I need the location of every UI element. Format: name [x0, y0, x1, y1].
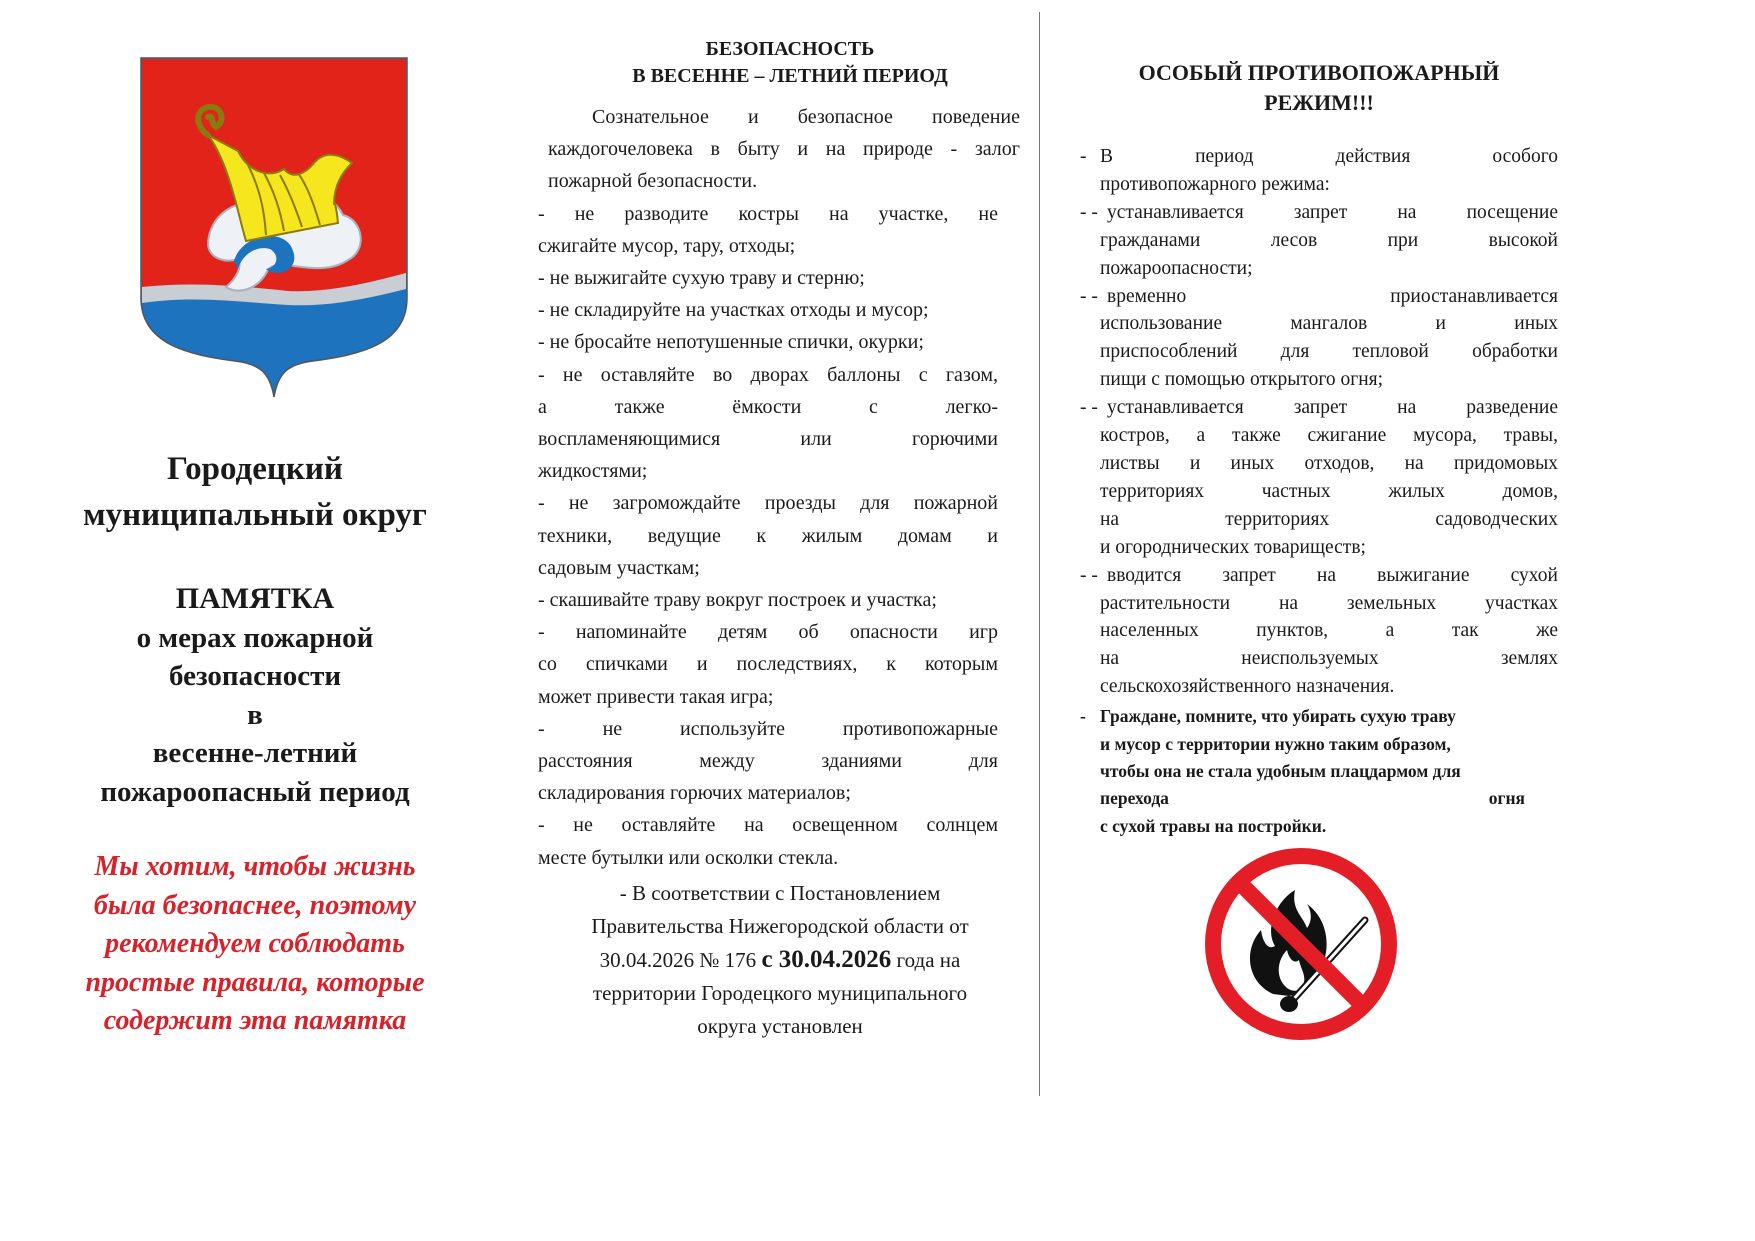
regime-item-dash: - -	[1080, 201, 1098, 223]
regime-item-4-line-6: и огороднических товариществ;	[1100, 536, 1366, 558]
citizen-note-line-4: перехода огня	[1100, 788, 1525, 809]
slogan-line-2: была безопаснее, поэтому	[93, 889, 417, 921]
regime-item-4	[1080, 394, 1558, 561]
regime-item-dash: - -	[1080, 397, 1098, 419]
memo-title: ПАМЯТКА	[175, 582, 335, 615]
regime-item-1-line-2: противопожарного режима:	[1100, 173, 1330, 195]
citizen-note-line-5: с сухой травы на постройки.	[1100, 815, 1327, 836]
decree-number: 30.04.2026 № 176	[599, 947, 762, 972]
regime-item-2-line-2: гражданами лесов при высокой	[1100, 229, 1558, 251]
regime-item-3-line-4: пищи с помощью открытого огня;	[1100, 369, 1384, 391]
memo-line-4: весенне-летний	[152, 737, 358, 769]
middle-panel	[538, 36, 1022, 1043]
citizen-note-line-2: и мусор с территории нужно таким образом,	[1100, 733, 1451, 754]
decree-start-date: с 30.04.2026	[761, 945, 892, 973]
slogan-line-1: Мы хотим, чтобы жизнь	[94, 851, 416, 882]
memo-line-1: о мерах пожарной	[136, 621, 374, 654]
citizen-note-line-3: чтобы она не стала удобным плацдармом для	[1100, 760, 1461, 781]
rule-10-line-2: месте бутылки или осколки стекла.	[538, 846, 839, 869]
rule-9-line-1: - не используйте противопожарные	[538, 717, 998, 740]
rule-1-line-2: сжигайте мусор, тару, отходы;	[538, 234, 796, 257]
rule-5-line-3: воспламеняющимися или горючими	[538, 428, 998, 451]
intro-paragraph	[538, 101, 1020, 198]
org-line-2: муниципальный округ	[83, 497, 427, 533]
regime-item-5	[1080, 562, 1558, 702]
right-panel	[1080, 58, 1558, 840]
slogan-line-3: рекомендуем соблюдать	[105, 928, 405, 959]
regime-item-5-line-3: населенных пунктов, а так же	[1100, 620, 1558, 642]
regime-item-dash: -	[1080, 146, 1087, 167]
city-coat-of-arms	[138, 55, 410, 400]
rule-8-line-1: - напоминайте детям об опасности игр	[538, 621, 998, 644]
rule-2-line-1: - не выжигайте сухую траву и стерню;	[538, 267, 865, 290]
special-regime-title-line-1: ОСОБЫЙ ПРОТИВОПОЖАРНЫЙ	[1138, 60, 1500, 85]
regime-item-5-line-1: вводится запрет на выжигание сухой	[1107, 564, 1558, 586]
decree-line-2: Правительства Нижегородской области от	[591, 913, 969, 938]
rule-9-line-3: складирования горючих материалов;	[538, 782, 851, 805]
regime-item-5-line-4: на неиспользуемых землях	[1100, 648, 1558, 670]
memo-line-3: в	[247, 698, 263, 731]
rule-5-line-1: - не оставляйте во дворах баллоны с газом,	[538, 363, 998, 386]
municipality-name	[30, 446, 480, 538]
regime-item-4-line-2: костров, а также сжигание мусора, травы,	[1100, 425, 1558, 447]
special-regime-title	[1080, 58, 1558, 118]
decree-paragraph	[538, 877, 1022, 1043]
rule-10-line-1: - не оставляйте на освещенном солнцем	[538, 814, 998, 837]
rule-6-line-1: - не загромождайте проезды для пожарной	[538, 492, 998, 515]
org-line-1: Городецкий	[167, 451, 343, 487]
rule-8-line-3: может привести такая игра;	[538, 685, 774, 708]
citizen-note-line-1: Граждане, помните, что убирать сухую траву	[1100, 706, 1456, 727]
regime-item-2-line-3: пожароопасности;	[1100, 257, 1253, 279]
decree-year-suffix: года на	[891, 947, 961, 972]
regime-item-2	[1080, 199, 1558, 283]
regime-item-3-line-1: временно приостанавливается	[1107, 285, 1558, 307]
regime-item-3-line-2: использование мангалов и иных	[1100, 313, 1558, 335]
rule-3-line-1: - не складируйте на участках отходы и мусор;	[538, 299, 929, 322]
intro-line-2: каждогочеловека в быту и на природе - залог	[548, 138, 1020, 161]
citizen-warning	[1080, 703, 1525, 840]
rule-9-line-2: расстояния между зданиями для	[538, 750, 998, 773]
safety-title-line-1: БЕЗОПАСНОСТЬ	[705, 38, 875, 60]
regime-item-5-line-2: растительности на земельных участках	[1100, 592, 1558, 614]
regime-item-4-line-4: территориях частных жилых домов,	[1100, 480, 1558, 502]
match-head	[1280, 996, 1298, 1012]
regime-list	[1080, 143, 1558, 701]
regime-item-2-line-1: устанавливается запрет на посещение	[1107, 201, 1558, 223]
intro-line-3: пожарной безопасности.	[548, 170, 758, 193]
regime-item-4-line-3: листвы и иных отходов, на придомовых	[1100, 452, 1558, 474]
slogan-line-4: простые правила, которые	[85, 966, 425, 998]
regime-item-3	[1080, 283, 1558, 395]
regime-item-5-line-5: сельскохозяйственного назначения.	[1100, 676, 1395, 698]
rule-1-line-1: - не разводите костры на участке, не	[538, 202, 998, 225]
no-open-fire-icon	[1203, 846, 1399, 1042]
decree-line-3	[538, 943, 1022, 977]
safety-title-line-2: В ВЕСЕННЕ – ЛЕТНИЙ ПЕРИОД	[632, 65, 948, 87]
special-regime-title-line-2: РЕЖИМ!!!	[1264, 90, 1374, 115]
rule-5-line-4: жидкостями;	[538, 460, 648, 483]
decree-line-1: - В соответствии с Постановлением	[619, 880, 941, 905]
regime-item-dash: - -	[1080, 564, 1098, 586]
regime-item-1-line-1: В период действия особого	[1100, 146, 1558, 167]
rule-7-line-1: - скашивайте траву вокруг построек и участка;	[538, 589, 937, 612]
regime-item-4-line-1: устанавливается запрет на разведение	[1107, 397, 1558, 419]
safety-slogan	[30, 848, 480, 1041]
memo-heading	[30, 580, 480, 811]
decree-line-4: территории Городецкого муниципального	[592, 980, 968, 1005]
regime-item-4-line-5: на территориях садоводческих	[1100, 508, 1558, 530]
note-dash: -	[1080, 706, 1086, 727]
rules-list	[538, 198, 998, 874]
regime-item-1	[1080, 143, 1558, 199]
rule-5-line-2: а также ёмкости с легко-	[538, 395, 998, 418]
memo-line-5: пожароопасный период	[100, 775, 410, 808]
rule-4-line-1: - не бросайте непотушенные спички, окурки;	[538, 331, 924, 354]
safety-rules-body	[538, 101, 1022, 1043]
decree-line-5: округа установлен	[697, 1013, 863, 1038]
memo-line-2: безопасности	[168, 660, 342, 692]
safety-title	[558, 36, 1022, 90]
regime-item-dash: - -	[1080, 285, 1098, 307]
regime-item-3-line-3: приспособлений для тепловой обработки	[1100, 341, 1558, 363]
slogan-line-5: содержит эта памятка	[103, 1005, 407, 1036]
intro-line-1: Сознательное и безопасное поведение	[592, 106, 1020, 128]
rule-6-line-3: садовым участкам;	[538, 556, 700, 579]
rule-8-line-2: со спичками и последствиях, к которым	[538, 653, 998, 676]
column-divider	[1039, 12, 1040, 1096]
rule-6-line-2: техники, ведущие к жилым домам и	[538, 524, 998, 547]
